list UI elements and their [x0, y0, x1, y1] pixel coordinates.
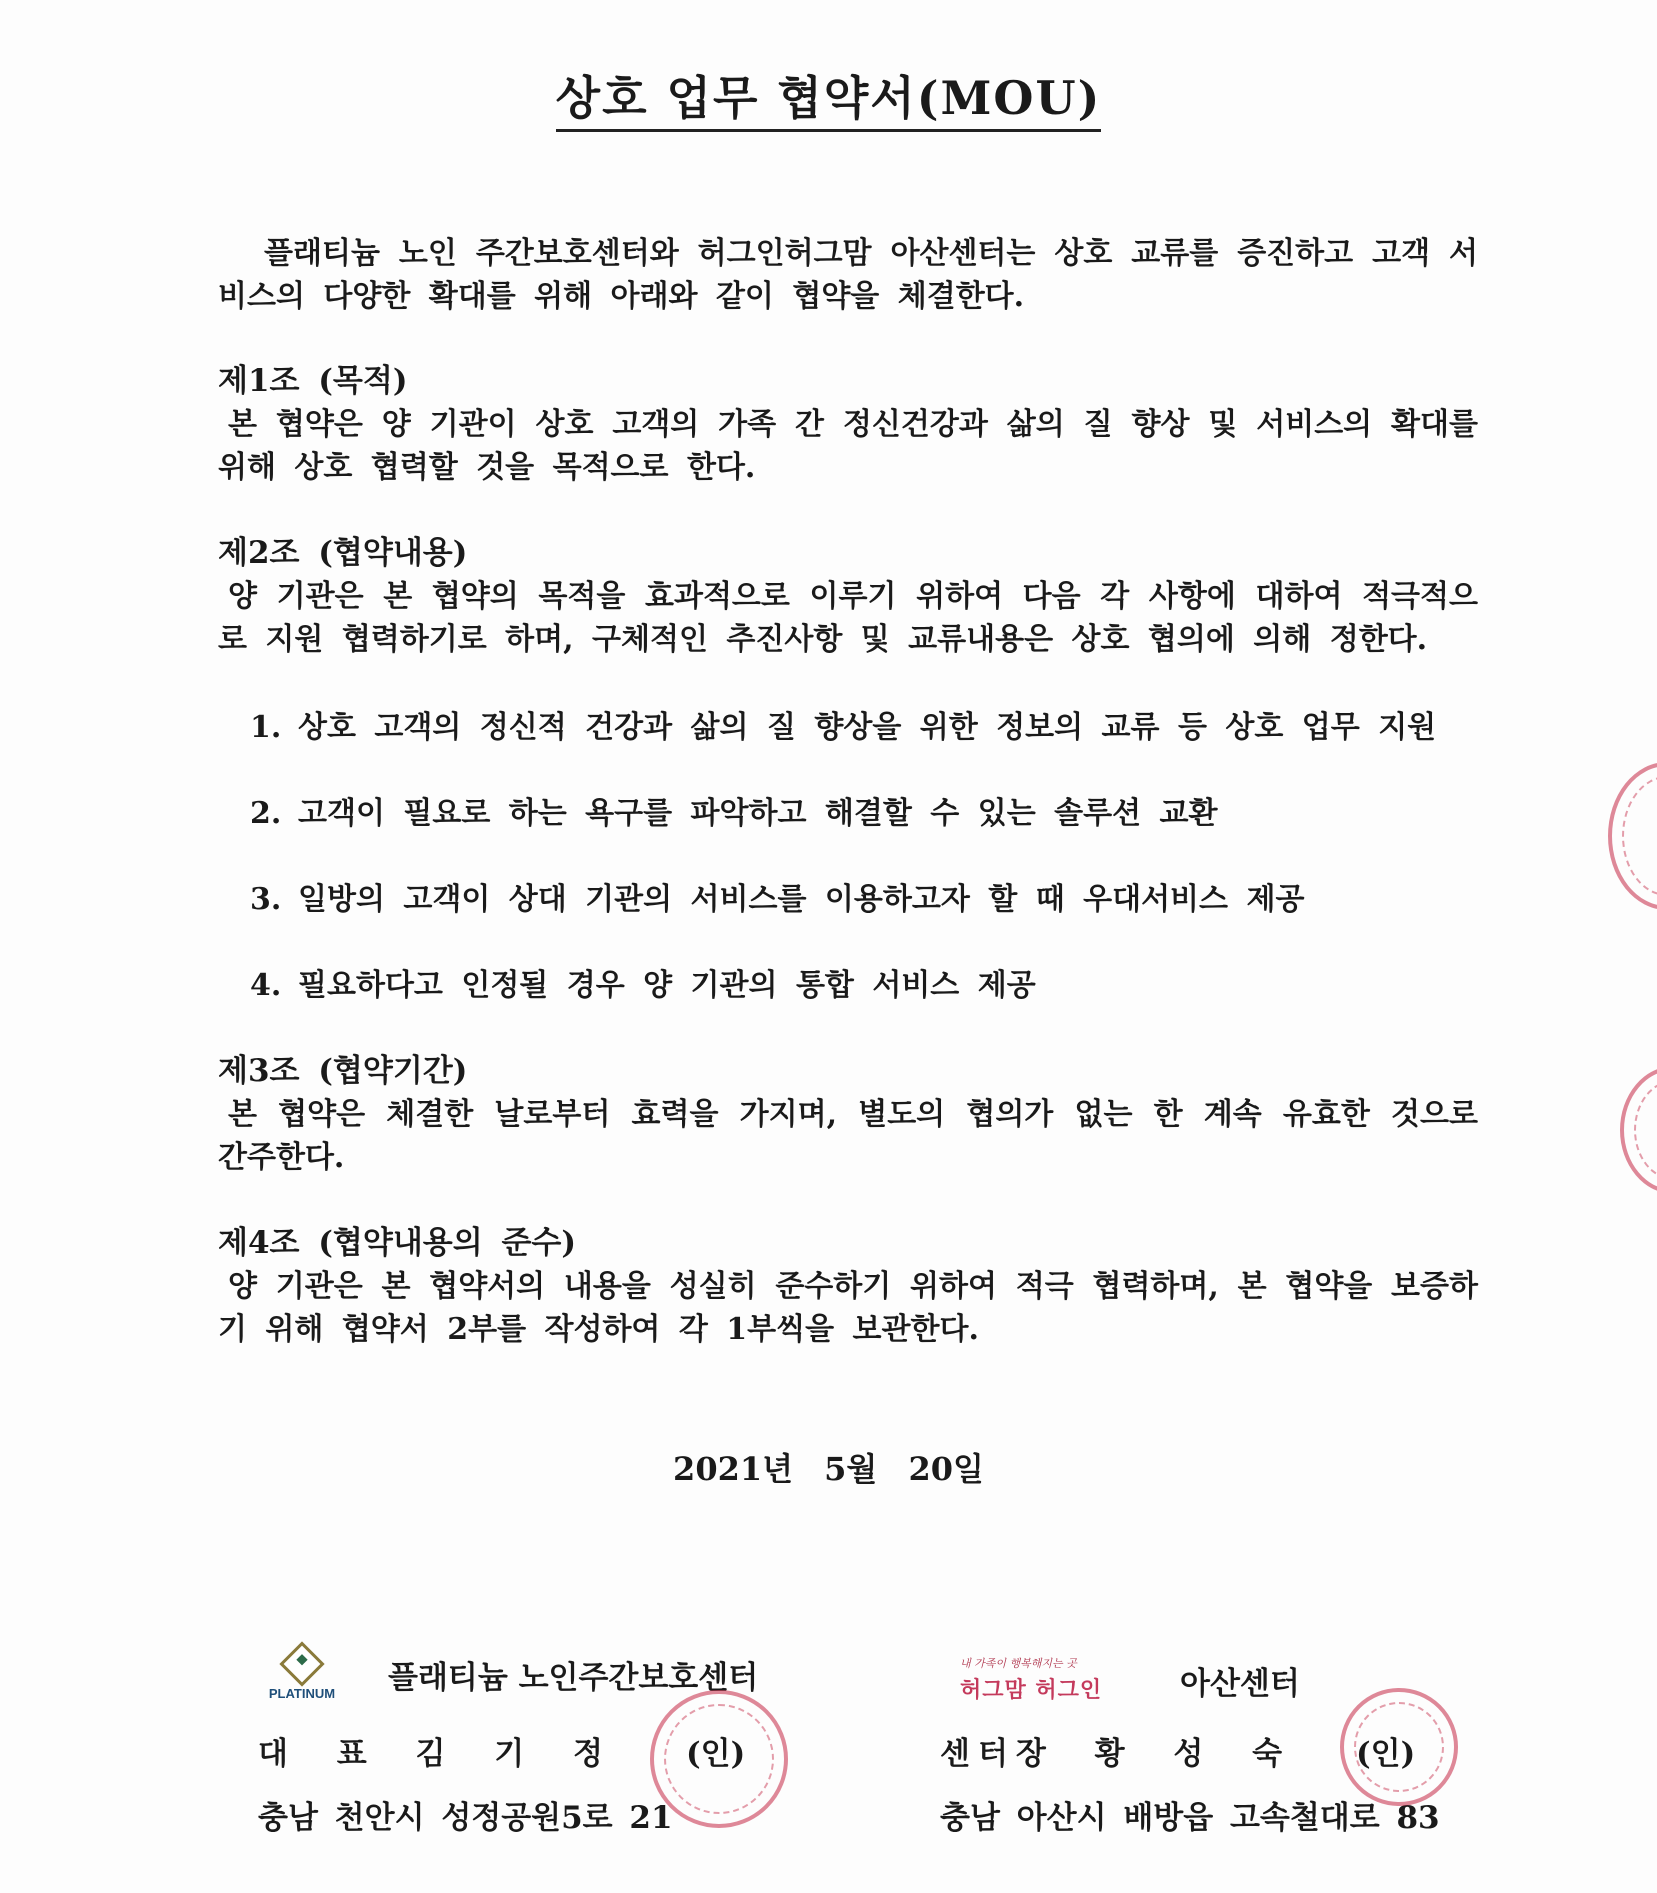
list-item — [250, 878, 1450, 964]
article-body: 양 기관은 본 협약의 목적을 효과적으로 이루기 위하여 다음 각 사항에 대하여 적극적으로 지원 협력하기로 하며, 구체적인 추진사항 및 교류내용은 상호 협의에 의해 정한다. — [218, 579, 1478, 657]
right-seal-mark: (인) — [1356, 1736, 1416, 1772]
article-heading: 제4조 (협약내용의 준수) — [218, 1225, 577, 1261]
left-address: 충남 천안시 성정공원5로 21 — [258, 1800, 673, 1836]
right-representative: 센터장 황 성 숙 — [940, 1736, 1291, 1772]
right-org-name: 아산센터 — [1180, 1666, 1300, 1702]
item-number: 3. — [250, 882, 282, 917]
article-body: 본 협약은 체결한 날로부터 효력을 가지며, 별도의 협의가 없는 한 계속 유효한 것으로 간주한다. — [218, 1097, 1478, 1175]
item-number: 4. — [250, 968, 282, 1003]
platinum-logo — [262, 1648, 342, 1704]
article-3 — [218, 1050, 1478, 1179]
hugmom-logo-brand: 허그맘 허그인 — [960, 1678, 1103, 1703]
platinum-diamond-icon — [279, 1641, 324, 1686]
agreement-items-list — [250, 706, 1450, 1050]
article-heading: 제3조 (협약기간) — [218, 1053, 468, 1089]
article-body: 본 협약은 양 기관이 상호 고객의 가족 간 정신건강과 삶의 질 향상 및 서비스의 확대를 위해 상호 협력할 것을 목적으로 한다. — [218, 407, 1478, 485]
left-seal-mark: (인) — [686, 1736, 746, 1772]
signing-date: 2021년 5월 20일 — [673, 1450, 984, 1488]
list-item — [250, 706, 1450, 792]
intro-paragraph: 플래티늄 노인 주간보호센터와 허그인허그맘 아산센터는 상호 교류를 증진하고 고객 서비스의 다양한 확대를 위해 아래와 같이 협약을 체결한다. — [218, 236, 1478, 314]
document-title — [0, 62, 1657, 128]
left-representative: 대 표 김 기 정 — [258, 1736, 611, 1772]
left-org-name: 플래티늄 노인주간보호센터 — [388, 1660, 759, 1696]
document-title-text: 상호 업무 협약서(MOU) — [556, 71, 1102, 132]
hugmom-logo-tagline: 내 가족이 행복해지는 곳 — [960, 1657, 1077, 1670]
article-heading: 제1조 (목적) — [218, 363, 408, 399]
item-text: 고객이 필요로 하는 욕구를 파악하고 해결할 수 있는 솔루션 교환 — [298, 796, 1218, 831]
right-address: 충남 아산시 배방읍 고속철대로 83 — [940, 1800, 1440, 1836]
item-text: 상호 고객의 정신적 건강과 삶의 질 향상을 위한 정보의 교류 등 상호 업무 지원 — [298, 710, 1437, 745]
list-item — [250, 792, 1450, 878]
article-heading: 제2조 (협약내용) — [218, 535, 468, 571]
right-official-seal-stamp — [1340, 1688, 1458, 1806]
edge-seal-stamp-top — [1608, 762, 1657, 910]
article-1 — [218, 360, 1478, 489]
article-4 — [218, 1222, 1478, 1351]
list-item — [250, 964, 1450, 1050]
item-number: 2. — [250, 796, 282, 831]
edge-seal-stamp-bottom — [1620, 1066, 1657, 1194]
platinum-logo-text: PLATINUM — [268, 1686, 336, 1701]
article-2 — [218, 532, 1478, 661]
left-official-seal-stamp — [650, 1690, 788, 1828]
item-number: 1. — [250, 710, 282, 745]
item-text: 필요하다고 인정될 경우 양 기관의 통합 서비스 제공 — [298, 968, 1036, 1003]
article-body: 양 기관은 본 협약서의 내용을 성실히 준수하기 위하여 적극 협력하며, 본 협약을 보증하기 위해 협약서 2부를 작성하여 각 1부씩을 보관한다. — [218, 1269, 1478, 1347]
item-text: 일방의 고객이 상대 기관의 서비스를 이용하고자 할 때 우대서비스 제공 — [298, 882, 1305, 917]
hugmom-logo — [950, 1655, 1150, 1703]
